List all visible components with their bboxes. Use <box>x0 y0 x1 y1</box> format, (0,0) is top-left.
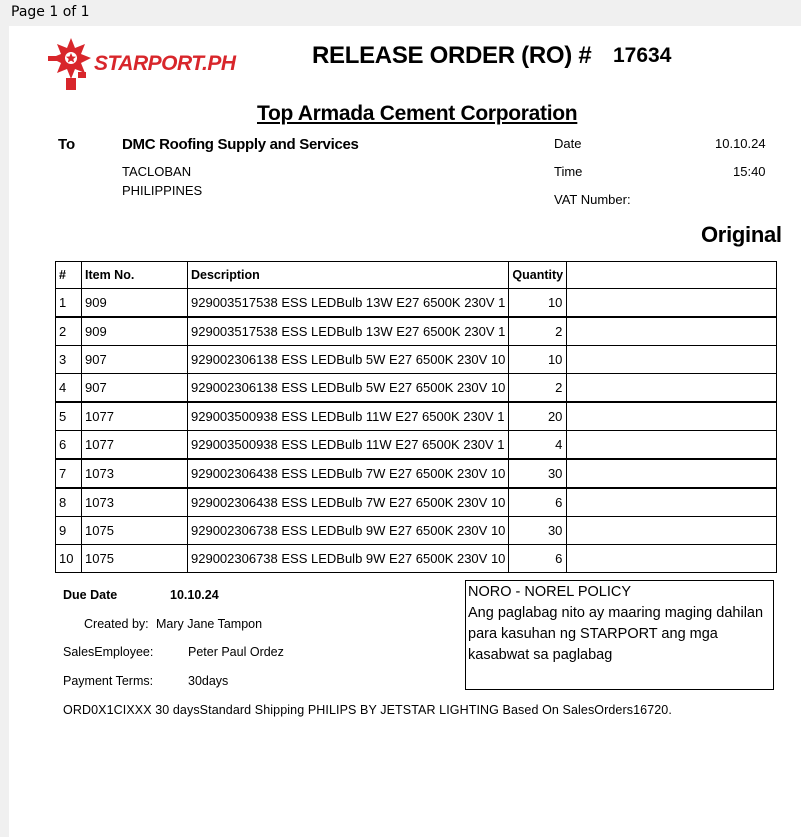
payment-terms-value: 30days <box>188 674 229 688</box>
policy-body: Ang paglabag nito ay maaring maging dahilan para kasuhan ng STARPORT ang mga kasabwat sa paglabag <box>468 605 764 663</box>
col-header-blank <box>567 262 777 289</box>
row-item-no: 1077 <box>82 402 188 431</box>
recipient-address-line2: PHILIPPINES <box>122 183 203 198</box>
col-header-quantity: Quantity <box>509 262 567 289</box>
date-value: 10.10.24 <box>715 136 766 151</box>
sales-employee-label: SalesEmployee: <box>63 645 154 659</box>
table-row <box>56 317 777 346</box>
payment-terms-label: Payment Terms: <box>63 674 154 688</box>
created-by-value: Mary Jane Tampon <box>156 617 263 631</box>
row-blank <box>567 431 777 460</box>
starport-gear-icon <box>48 34 94 94</box>
table-row <box>56 545 777 573</box>
row-description: 929002306738 ESS LEDBulb 9W E27 6500K 230V 10 <box>188 517 509 545</box>
row-number: 8 <box>56 488 82 517</box>
items-table <box>55 261 777 573</box>
row-blank <box>567 289 777 318</box>
row-quantity: 2 <box>509 317 567 346</box>
row-blank <box>567 488 777 517</box>
time-label: Time <box>554 164 583 179</box>
table-row <box>56 431 777 460</box>
row-number: 2 <box>56 317 82 346</box>
order-remarks: ORD0X1CIXXX 30 daysStandard Shipping PHILIPS BY JETSTAR LIGHTING Based On SalesOrders16720. <box>63 703 672 717</box>
row-number: 9 <box>56 517 82 545</box>
row-number: 7 <box>56 459 82 488</box>
row-description: 929003500938 ESS LEDBulb 11W E27 6500K 230V 1 <box>188 431 509 460</box>
row-description: 929003517538 ESS LEDBulb 13W E27 6500K 230V 1 <box>188 289 509 318</box>
row-number: 10 <box>56 545 82 573</box>
page-indicator: Page 1 of 1 <box>11 4 90 20</box>
row-item-no: 1073 <box>82 459 188 488</box>
row-description: 929002306438 ESS LEDBulb 7W E27 6500K 230V 10 <box>188 459 509 488</box>
row-blank <box>567 517 777 545</box>
row-blank <box>567 459 777 488</box>
table-row <box>56 289 777 318</box>
row-number: 1 <box>56 289 82 318</box>
row-quantity: 30 <box>509 517 567 545</box>
row-item-no: 907 <box>82 374 188 403</box>
row-item-no: 1073 <box>82 488 188 517</box>
row-number: 3 <box>56 346 82 374</box>
table-row <box>56 402 777 431</box>
due-date-label: Due Date <box>63 588 118 602</box>
ro-number: 17634 <box>613 44 672 67</box>
date-label: Date <box>554 136 582 151</box>
row-description: 929002306738 ESS LEDBulb 9W E27 6500K 230V 10 <box>188 545 509 573</box>
row-quantity: 2 <box>509 374 567 403</box>
row-item-no: 1077 <box>82 431 188 460</box>
document-page <box>9 26 801 837</box>
row-item-no: 1075 <box>82 517 188 545</box>
row-quantity: 6 <box>509 488 567 517</box>
row-description: 929002306138 ESS LEDBulb 5W E27 6500K 230V 10 <box>188 346 509 374</box>
policy-box <box>465 580 774 690</box>
logo-wordmark: STARPORT.PH <box>94 52 236 75</box>
company-name: Top Armada Cement Corporation <box>257 102 578 125</box>
row-item-no: 1075 <box>82 545 188 573</box>
sales-employee-value: Peter Paul Ordez <box>188 645 284 659</box>
policy-title: NORO - NOREL POLICY <box>468 584 632 600</box>
due-date-value: 10.10.24 <box>170 588 219 602</box>
starport-logo <box>48 34 248 94</box>
row-quantity: 20 <box>509 402 567 431</box>
row-description: 929003517538 ESS LEDBulb 13W E27 6500K 230V 1 <box>188 317 509 346</box>
recipient-address-line1: TACLOBAN <box>122 164 192 179</box>
to-label: To <box>58 136 76 153</box>
copy-label: Original <box>701 222 782 247</box>
table-row <box>56 517 777 545</box>
row-blank <box>567 545 777 573</box>
row-number: 4 <box>56 374 82 403</box>
row-blank <box>567 402 777 431</box>
row-description: 929003500938 ESS LEDBulb 11W E27 6500K 230V 1 <box>188 402 509 431</box>
col-header-number: # <box>56 262 82 289</box>
time-value: 15:40 <box>733 164 766 179</box>
table-row <box>56 346 777 374</box>
row-number: 5 <box>56 402 82 431</box>
row-quantity: 4 <box>509 431 567 460</box>
col-header-item-no: Item No. <box>82 262 188 289</box>
row-quantity: 6 <box>509 545 567 573</box>
row-number: 6 <box>56 431 82 460</box>
row-item-no: 909 <box>82 289 188 318</box>
table-row <box>56 459 777 488</box>
recipient-name: DMC Roofing Supply and Services <box>122 136 359 153</box>
created-by-label: Created by: <box>84 617 149 631</box>
table-row <box>56 488 777 517</box>
table-row <box>56 374 777 403</box>
row-quantity: 10 <box>509 289 567 318</box>
row-quantity: 10 <box>509 346 567 374</box>
row-item-no: 907 <box>82 346 188 374</box>
row-description: 929002306438 ESS LEDBulb 7W E27 6500K 230V 10 <box>188 488 509 517</box>
row-description: 929002306138 ESS LEDBulb 5W E27 6500K 230V 10 <box>188 374 509 403</box>
row-blank <box>567 374 777 403</box>
col-header-description: Description <box>188 262 509 289</box>
row-blank <box>567 317 777 346</box>
row-blank <box>567 346 777 374</box>
table-header-row <box>56 262 777 289</box>
document-title: RELEASE ORDER (RO) # <box>312 42 592 69</box>
row-quantity: 30 <box>509 459 567 488</box>
row-item-no: 909 <box>82 317 188 346</box>
vat-label: VAT Number: <box>554 192 631 207</box>
